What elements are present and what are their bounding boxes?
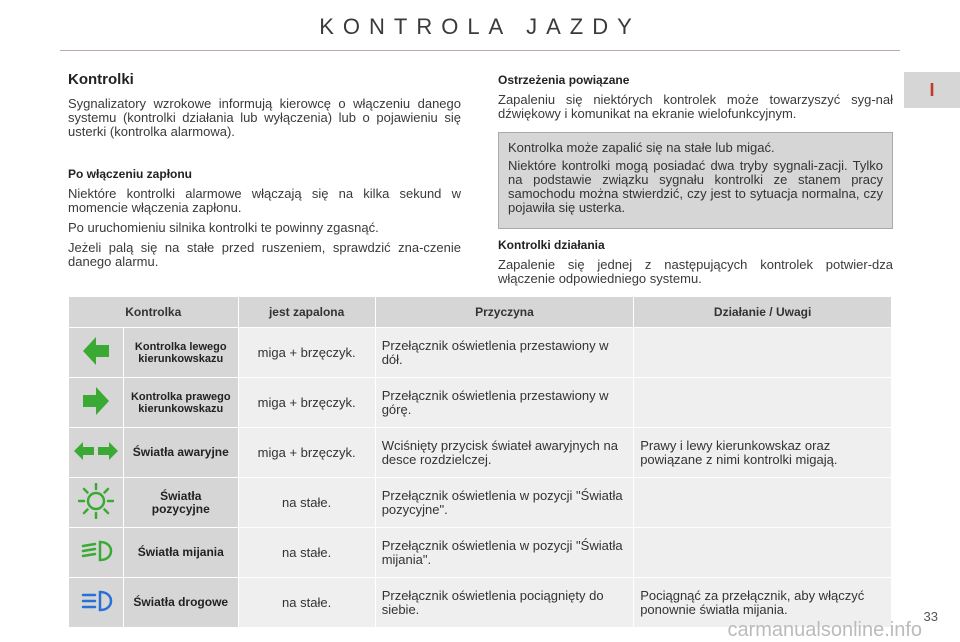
page-number: 33 (923, 609, 938, 624)
sub-heading-operation: Kontrolki działania (498, 238, 605, 252)
sub-heading-warnings: Ostrzeżenia powiązane (498, 73, 630, 87)
page-title: KONTROLA JAZDY (319, 14, 641, 39)
light-state: miga + brzęczyk. (238, 378, 375, 428)
light-state: na stałe. (238, 578, 375, 628)
light-cause: Przełącznik oświetlenia przestawiony w górę. (375, 378, 634, 428)
table-row (69, 428, 892, 478)
warnings-paragraph: Zapaleniu się niektórych kontrolek może towarzyszyć syg-nał dźwiękowy i komunikat na ekranie wielofunkcyjnym. (498, 92, 893, 121)
chapter-tab: I (904, 72, 960, 108)
light-state: miga + brzęczyk. (238, 428, 375, 478)
light-state: na stałe. (238, 528, 375, 578)
header-cause: Przyczyna (375, 297, 634, 328)
ignition-paragraph-2: Po uruchomieniu silnika kontrolki te powinny zgasnąć. (68, 220, 379, 235)
watermark: carmanualsonline.info (727, 619, 922, 641)
light-state: miga + brzęczyk. (238, 328, 375, 378)
light-name: Kontrolka lewego kierunkowskazu (124, 328, 239, 378)
note-line-2: Niektóre kontrolki mogą posiadać dwa tryby sygnali-zacji. Tylko na podstawie związku sygnału kontrolki ze stanem pracy samochodu można stwierdzić, czy jest to sytuacja normalna, czy pojawiła się usterka. (508, 158, 883, 215)
light-cause: Przełącznik oświetlenia w pozycji "Światła mijania". (375, 528, 634, 578)
info-note-box (498, 132, 893, 229)
ignition-paragraph-1: Niektóre kontrolki alarmowe włączają się na kilka sekund w momencie włączenia zapłonu. (68, 186, 461, 215)
left-column (68, 73, 461, 275)
light-action (634, 478, 892, 528)
table-row (69, 478, 892, 528)
warning-lights-table (68, 296, 892, 628)
light-action: Pociągnąć za przełącznik, aby włączyć ponownie światła mijania. (634, 578, 892, 628)
light-name: Światła mijania (124, 528, 239, 578)
note-line-1: Kontrolka może zapalić się na stałe lub migać. (508, 140, 775, 155)
header-kontrolka: Kontrolka (69, 297, 239, 328)
left-arrow-icon (81, 334, 111, 368)
table-row (69, 328, 892, 378)
hazard-arrows-icon (73, 440, 119, 462)
light-name: Światła drogowe (124, 578, 239, 628)
light-action: Prawy i lewy kierunkowskaz oraz powiązane z nimi kontrolki migają. (634, 428, 892, 478)
title-divider (60, 50, 900, 51)
right-column (498, 73, 893, 127)
light-cause: Przełącznik oświetlenia w pozycji "Światła pozycyjne". (375, 478, 634, 528)
light-action (634, 328, 892, 378)
intro-paragraph: Sygnalizatory wzrokowe informują kierowcę o włączeniu danego systemu (kontrolki działania lub wyłączenia) lub o pojawieniu się usterki (kontrolka alarmowa). (68, 96, 461, 139)
ignition-paragraph-3: Jeżeli palą się na stałe przed ruszeniem, sprawdzić zna-czenie danego alarmu. (68, 240, 461, 269)
table-row (69, 378, 892, 428)
light-name: Światła awaryjne (124, 428, 239, 478)
main-beam-icon (79, 589, 113, 613)
sub-heading-ignition: Po włączeniu zapłonu (68, 167, 193, 181)
sidelight-icon (78, 483, 114, 519)
right-column-lower (498, 238, 893, 292)
section-heading-kontrolki: Kontrolki (68, 71, 134, 88)
header-state: jest zapalona (238, 297, 375, 328)
light-name: Kontrolka prawego kierunkowskazu (124, 378, 239, 428)
dipped-beam-icon (79, 539, 113, 563)
light-action (634, 528, 892, 578)
light-cause: Przełącznik oświetlenia przestawiony w dół. (375, 328, 634, 378)
light-cause: Przełącznik oświetlenia pociągnięty do siebie. (375, 578, 634, 628)
light-action (634, 378, 892, 428)
table-row (69, 528, 892, 578)
operation-paragraph: Zapalenie się jednej z następujących kontrolek potwier-dza włączenie odpowiedniego systemu. (498, 257, 893, 286)
light-name: Światła pozycyjne (124, 478, 239, 528)
right-arrow-icon (81, 384, 111, 418)
light-cause: Wciśnięty przycisk świateł awaryjnych na desce rozdzielczej. (375, 428, 634, 478)
header-action: Działanie / Uwagi (634, 297, 892, 328)
light-state: na stałe. (238, 478, 375, 528)
